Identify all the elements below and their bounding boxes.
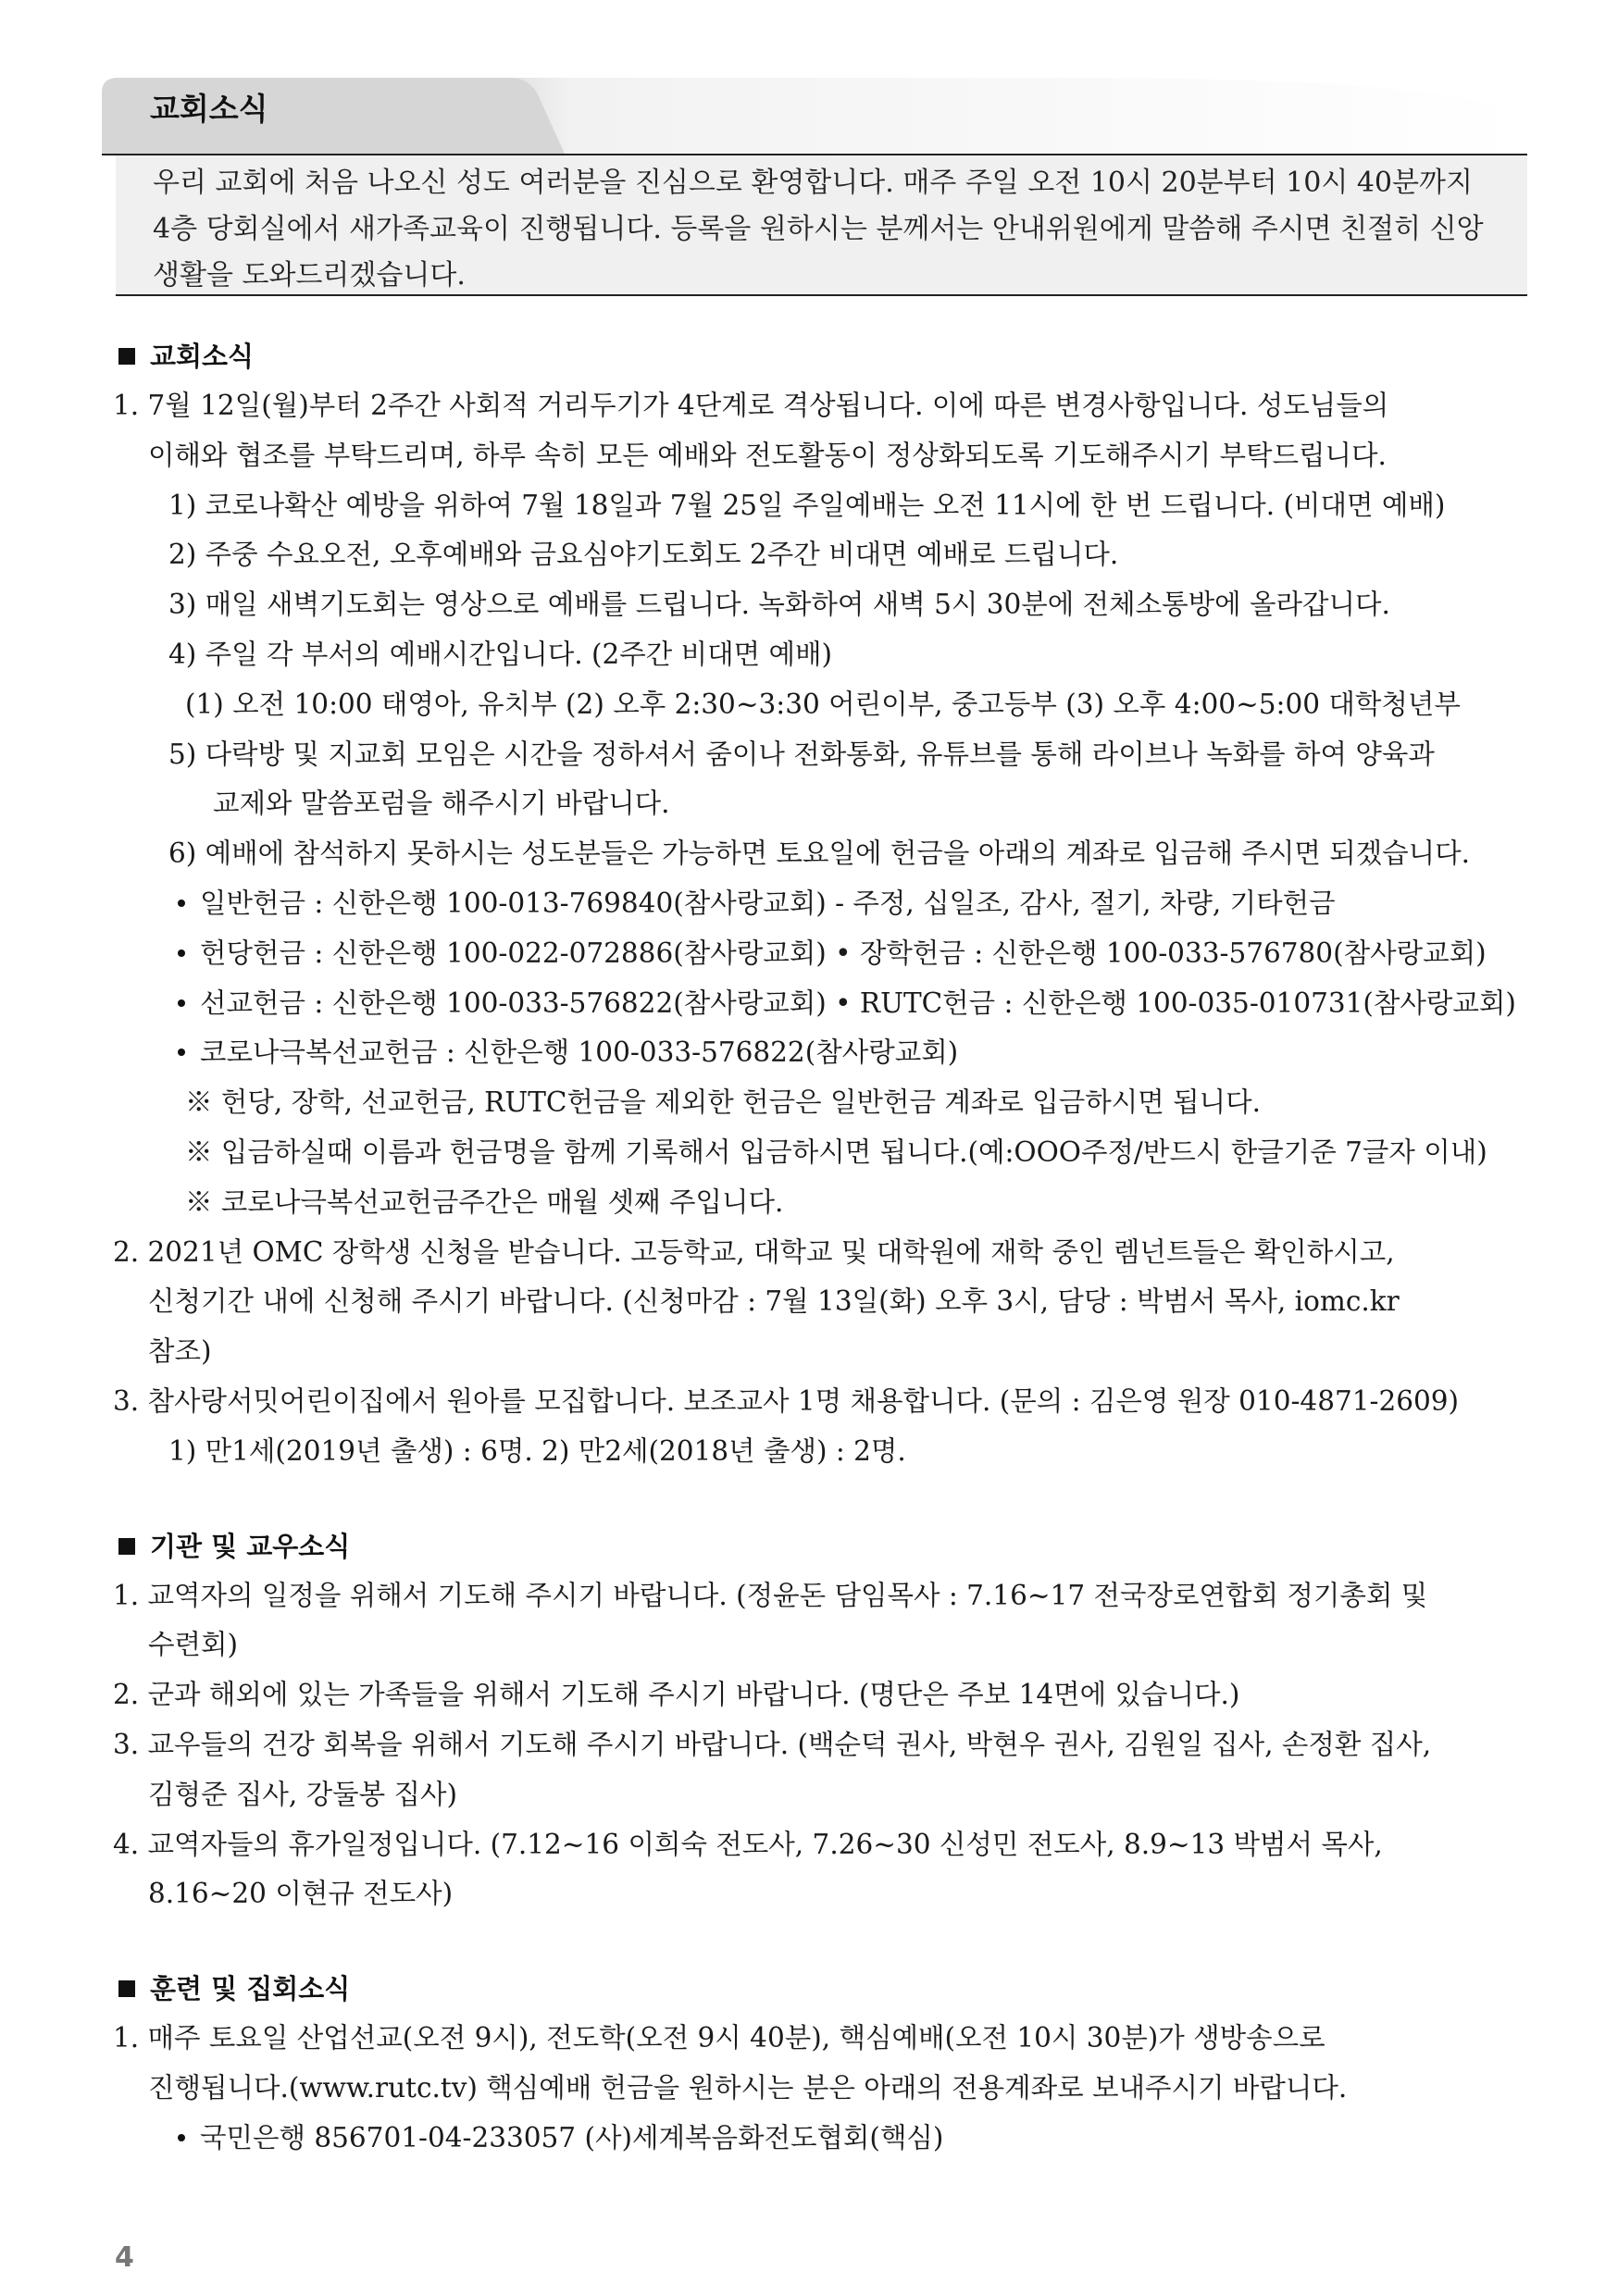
bullet-icon xyxy=(178,2134,185,2141)
list-item: 1. 매주 토요일 산업선교(오전 9시), 전도학(오전 9시 40분), 핵심예배(오전 10시 30분)가 생방송으로 xyxy=(113,2022,1326,2054)
list-item: 2. 군과 해외에 있는 가족들을 위해서 기도해 주시기 바랍니다. (명단은 주보 14면에 있습니다.) xyxy=(113,1679,1240,1711)
bullet-icon xyxy=(178,900,185,907)
list-item: 2. 2021년 OMC 장학생 신청을 받습니다. 고등학교, 대학교 및 대학원에 재학 중인 렘넌트들은 확인하시고, xyxy=(113,1235,1395,1268)
list-item: 신청기간 내에 신청해 주시기 바랍니다. (신청마감 : 7월 13일(화) 오후 3시, 담당 : 박범서 목사, iomc.kr xyxy=(148,1285,1400,1318)
tab-shape xyxy=(102,74,1527,155)
section-church-news xyxy=(113,331,1520,1477)
list-item: 3. 교우들의 건강 회복을 위해서 기도해 주시기 바랍니다. (백순덕 권사, 박현우 권사, 김원일 집사, 손정환 집사, xyxy=(113,1728,1432,1760)
list-item: 선교헌금 : 신한은행 100-033-576822(참사랑교회) • RUTC헌금 : 신한은행 100-035-010731(참사랑교회) xyxy=(113,979,1520,1029)
list-item: ※ 입금하실때 이름과 헌금명을 함께 기록해서 입금하시면 됩니다.(예:OOO주정/반드시 한글기준 7글자 이내) xyxy=(185,1136,1487,1168)
list-item: ※ 헌당, 장학, 선교헌금, RUTC헌금을 제외한 헌금은 일반헌금 계좌로 입금하시면 됩니다. xyxy=(185,1086,1262,1119)
list-item: 3) 매일 새벽기도회는 영상으로 예배를 드립니다. 녹화하여 새벽 5시 30분에 전체소통방에 올라갑니다. xyxy=(168,589,1390,621)
page-number: 4 xyxy=(115,2241,134,2274)
list-item: 1) 만1세(2019년 출생) : 6명. 2) 만2세(2018년 출생) : 2명. xyxy=(168,1434,906,1467)
list-item: 일반헌금 : 신한은행 100-013-769840(참사랑교회) - 주정, 십일조, 감사, 절기, 차량, 기타헌금 xyxy=(113,879,1520,929)
list-item: 4) 주일 각 부서의 예배시간입니다. (2주간 비대면 예배) xyxy=(168,638,833,670)
list-item: 1) 코로나확산 예방을 위하여 7월 18일과 7월 25일 주일예배는 오전 11시에 한 번 드립니다. (비대면 예배) xyxy=(168,489,1446,521)
list-item: 5) 다락방 및 지교회 모임은 시간을 정하셔서 줌이나 전화통화, 유튜브를 통해 라이브나 녹화를 하여 양육과 xyxy=(168,738,1435,770)
list-item: 8.16~20 이현규 전도사) xyxy=(148,1878,454,1910)
bullet-icon xyxy=(178,1049,185,1056)
list-item: 코로나극복선교헌금 : 신한은행 100-033-576822(참사랑교회) xyxy=(113,1028,1520,1078)
list-item: 헌당헌금 : 신한은행 100-022-072886(참사랑교회) • 장학헌금 : 신한은행 100-033-576780(참사랑교회) xyxy=(113,929,1520,979)
section-institution-news xyxy=(113,1521,1520,1920)
list-item: 4. 교역자들의 휴가일정입니다. (7.12~16 이희숙 전도사, 7.26~30 신성민 전도사, 8.9~13 박범서 목사, xyxy=(113,1828,1383,1860)
intro-text: 우리 교회에 처음 나오신 성도 여러분을 진심으로 환영합니다. 매주 주일 오전 10시 20분부터 10시 40분까지 4층 당회실에서 새가족교육이 진행됩니다. 등록을 원하시는 분께서는 안내위원에게 말씀해 주시면 친절히 신앙생활을 도와드리겠습니다. xyxy=(153,167,1484,292)
list-item: 김형준 집사, 강둘봉 집사) xyxy=(148,1778,457,1810)
bullet-icon xyxy=(178,999,185,1007)
list-item: 진행됩니다.(www.rutc.tv) 핵심예배 헌금을 원하시는 분은 아래의 전용계좌로 보내주시기 바랍니다. xyxy=(148,2071,1348,2104)
list-item: ※ 코로나극복선교헌금주간은 매월 셋째 주입니다. xyxy=(185,1185,784,1218)
list-item: 3. 참사랑서밋어린이집에서 원아를 모집합니다. 보조교사 1명 채용합니다. (문의 : 김은영 원장 010-4871-2609) xyxy=(113,1384,1460,1417)
section-heading: 기관 및 교우소식 xyxy=(113,1521,1520,1571)
square-bullet-icon xyxy=(118,1538,135,1555)
list-item: 참조) xyxy=(148,1335,212,1368)
section-heading: 훈련 및 집회소식 xyxy=(113,1964,1520,2014)
section-heading: 교회소식 xyxy=(113,331,1520,381)
list-item: (1) 오전 10:00 태영아, 유치부 (2) 오후 2:30~3:30 어린이부, 중고등부 (3) 오후 4:00~5:00 대학청년부 xyxy=(185,688,1461,720)
list-item: 6) 예배에 참석하지 못하시는 성도분들은 가능하면 토요일에 헌금을 아래의 계좌로 입금해 주시면 되겠습니다. xyxy=(168,838,1471,870)
bullet-icon xyxy=(178,949,185,957)
list-item: 국민은행 856701-04-233057 (사)세계복음화전도협회(핵심) xyxy=(113,2114,1520,2164)
section-training-news xyxy=(113,1964,1520,2163)
square-bullet-icon xyxy=(118,1980,135,1997)
list-item: 이해와 협조를 부탁드리며, 하루 속히 모든 예배와 전도활동이 정상화되도록 기도해주시기 부탁드립니다. xyxy=(148,439,1387,471)
list-item: 수련회) xyxy=(148,1629,239,1661)
content xyxy=(113,331,1520,2208)
list-item: 1. 7월 12일(월)부터 2주간 사회적 거리두기가 4단계로 격상됩니다. 이에 따른 변경사항입니다. 성도님들의 xyxy=(113,390,1389,421)
list-item: 교제와 말씀포럼을 해주시기 바랍니다. xyxy=(213,788,670,820)
list-item: 2) 주중 수요오전, 오후예배와 금요심야기도회도 2주간 비대면 예배로 드립니다. xyxy=(168,539,1119,571)
square-bullet-icon xyxy=(118,348,135,365)
tab-title: 교회소식 xyxy=(150,91,268,127)
list-item: 1. 교역자의 일정을 위해서 기도해 주시기 바랍니다. (정윤돈 담임목사 : 7.16~17 전국장로연합회 정기총회 및 xyxy=(113,1579,1428,1611)
section-tab-header xyxy=(102,74,1527,155)
